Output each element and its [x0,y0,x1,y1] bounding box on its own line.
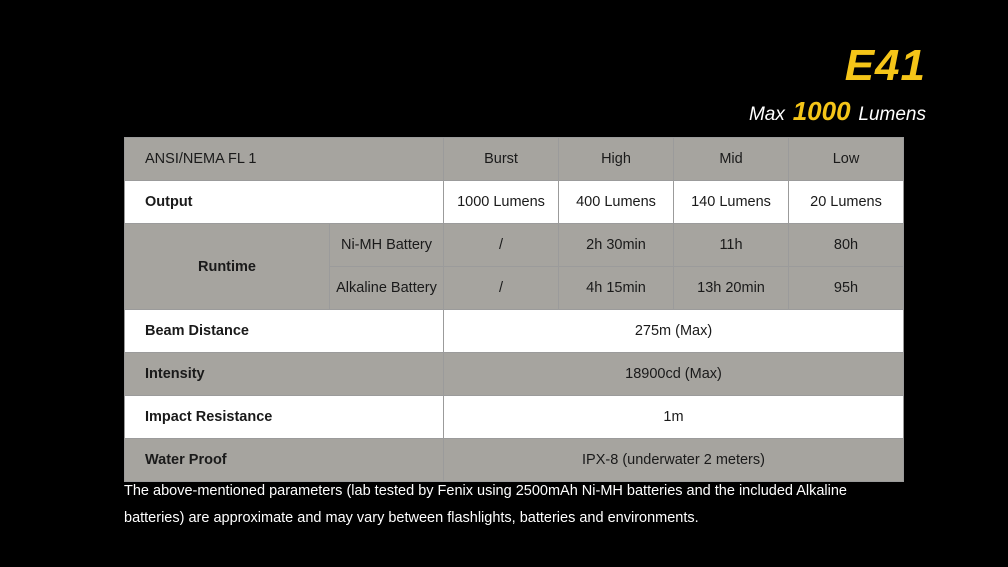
footnote-line-2: batteries) are approximate and may vary between flashlights, batteries and environments. [124,510,699,526]
table-row-impact-resistance [125,396,904,439]
row-label-water-proof: Water Proof [125,439,444,482]
output-low: 20 Lumens [789,181,904,224]
output-burst: 1000 Lumens [444,181,559,224]
column-header-mid: Mid [674,138,789,181]
runtime-alkaline-burst: / [444,267,559,310]
impact-resistance-value: 1m [444,396,904,439]
max-lumens-value: 1000 [792,96,851,126]
lumens-label: Lumens [858,104,926,125]
model-name: E41 [844,41,926,90]
column-header-burst: Burst [444,138,559,181]
runtime-alkaline-mid: 13h 20min [674,267,789,310]
column-header-high: High [559,138,674,181]
table-row-output [125,181,904,224]
row-label-runtime: Runtime [125,224,330,310]
table-row-water-proof [125,439,904,482]
runtime-nimh-burst: / [444,224,559,267]
runtime-nimh-high: 2h 30min [559,224,674,267]
table-row-runtime-nimh [125,224,904,267]
table-header-row [125,138,904,181]
table-row-intensity [125,353,904,396]
standard-label: ANSI/NEMA FL 1 [125,138,444,181]
product-header [748,41,926,126]
row-label-output: Output [125,181,444,224]
footnote-line-1: The above-mentioned parameters (lab tested by Fenix using 2500mAh Ni-MH batteries and the included Alkaline [124,483,847,499]
runtime-nimh-low: 80h [789,224,904,267]
runtime-alkaline-low: 95h [789,267,904,310]
runtime-battery-nimh: Ni-MH Battery [330,224,444,267]
row-label-beam-distance: Beam Distance [125,310,444,353]
row-label-impact-resistance: Impact Resistance [125,396,444,439]
runtime-battery-alkaline: Alkaline Battery [330,267,444,310]
max-label: Max [748,104,785,125]
output-mid: 140 Lumens [674,181,789,224]
runtime-nimh-mid: 11h [674,224,789,267]
max-lumens-tagline [749,98,926,124]
output-high: 400 Lumens [559,181,674,224]
column-header-low: Low [789,138,904,181]
intensity-value: 18900cd (Max) [444,353,904,396]
water-proof-value: IPX-8 (underwater 2 meters) [444,439,904,482]
specification-table [124,137,904,482]
table-row-beam-distance [125,310,904,353]
beam-distance-value: 275m (Max) [444,310,904,353]
runtime-alkaline-high: 4h 15min [559,267,674,310]
row-label-intensity: Intensity [125,353,444,396]
footnote [124,478,914,532]
